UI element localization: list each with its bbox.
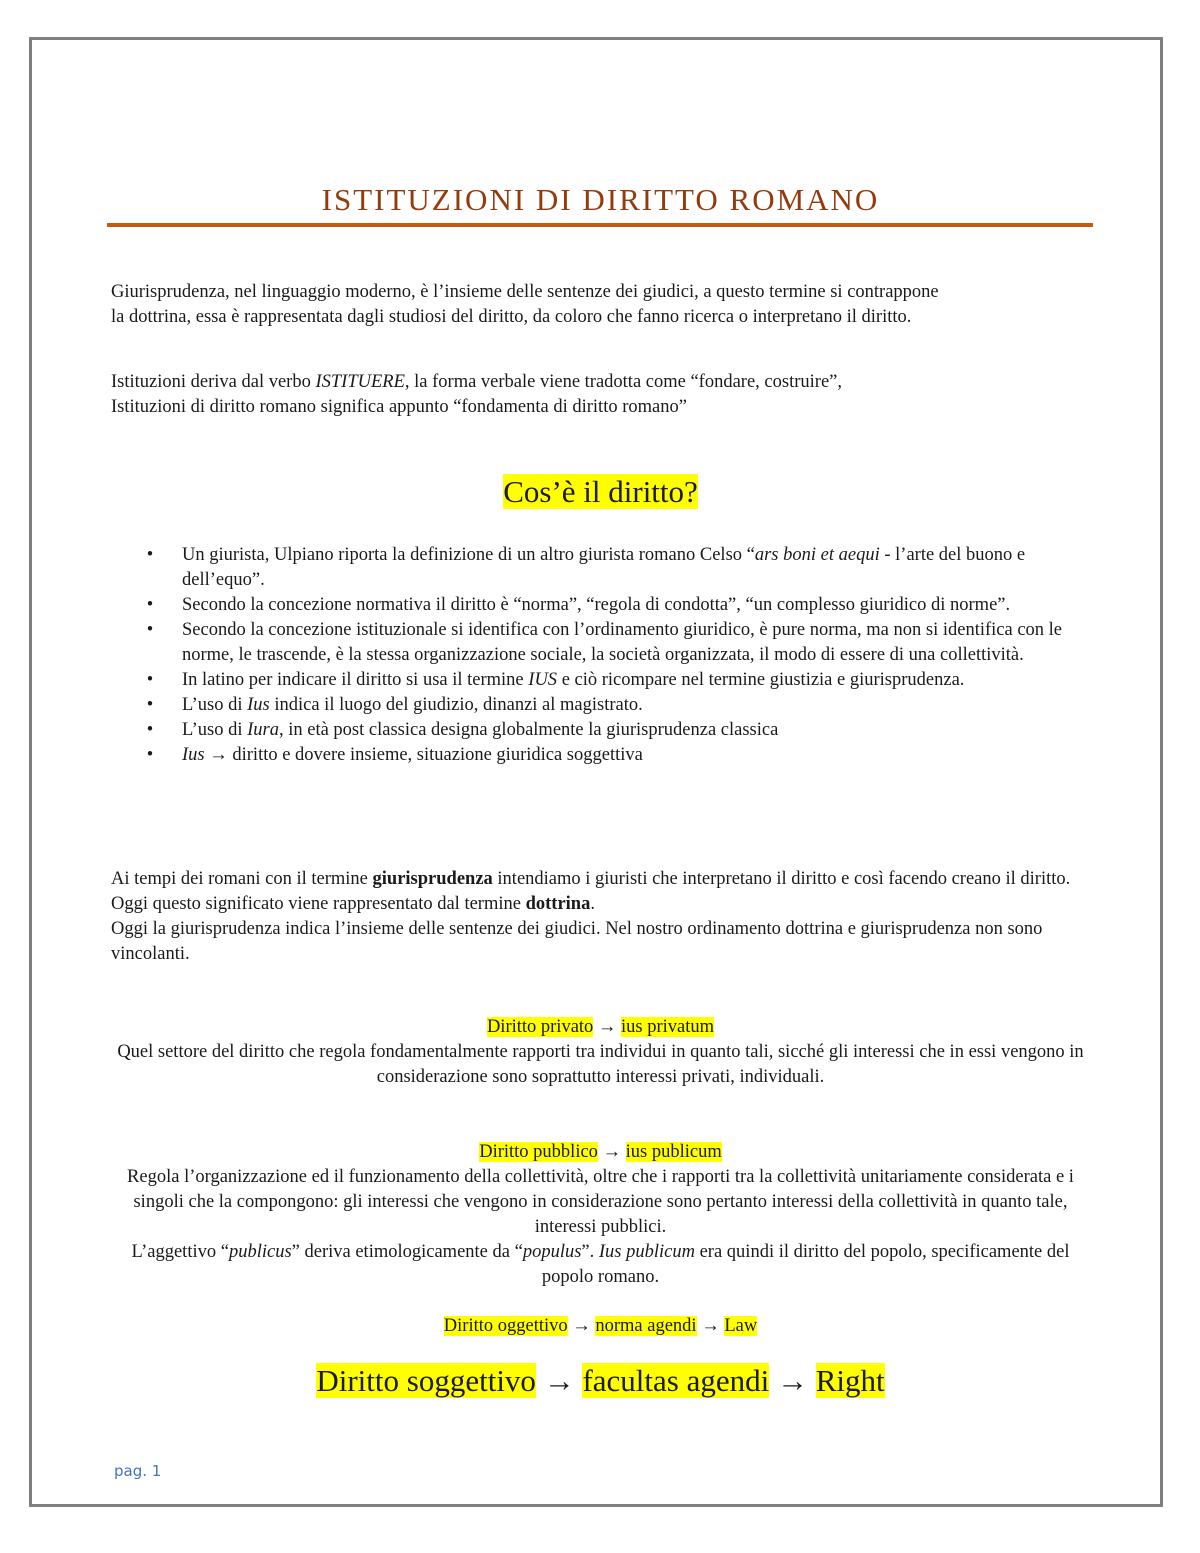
romani-paragraph	[111, 867, 1096, 967]
pubblico-text: Regola l’organizzazione ed il funzionamento della collettività, oltre che i rapporti tra la collettività unitariamente considerata e i singoli che la compongono: gli interessi che vengono in considerazione sono pertanto interessi della collettività in quanto tale, interessi pubblici.	[127, 1167, 1074, 1237]
emphasis: Iura	[247, 720, 279, 740]
intro-paragraph	[111, 280, 1096, 330]
text-run: L’aggettivo “	[131, 1242, 229, 1262]
definition-list	[140, 543, 1095, 768]
bullet-icon: •	[146, 595, 154, 615]
emphasis: Ius	[182, 745, 205, 765]
text-run: .	[590, 894, 595, 914]
privato-section	[108, 1015, 1093, 1090]
highlight-latin: norma agendi	[595, 1316, 697, 1336]
emphasis: Ius publicum	[598, 1242, 695, 1262]
highlight-latin: ius publicum	[625, 1142, 722, 1162]
highlight-latin: ius privatum	[621, 1017, 715, 1037]
text-run: L’uso di	[182, 720, 248, 740]
bold-term: dottrina	[525, 894, 591, 914]
arrow-icon: →	[776, 1363, 808, 1398]
text-run: In latino per indicare il diritto si usa il termine	[182, 670, 529, 690]
romani-line-2: Oggi la giurisprudenza indica l’insieme delle sentenze dei giudici. Nel nostro ordinamento dottrina e giurisprudenza non sono vincolanti.	[111, 919, 1043, 964]
text-run: e ciò ricompare nel termine giustizia e giurisprudenza.	[557, 670, 965, 690]
highlight-english: Right	[815, 1363, 885, 1398]
highlight-latin: facultas agendi	[582, 1363, 770, 1398]
privato-text: Quel settore del diritto che regola fondamentalmente rapporti tra individui in quanto tali, sicché gli interessi che in essi vengono in considerazione sono soprattutto interessi privati, individuali.	[117, 1042, 1084, 1087]
highlight-label: Diritto oggettivo	[443, 1316, 568, 1336]
title-underline	[107, 223, 1093, 227]
bullet-icon: •	[146, 745, 154, 765]
oggettivo-heading	[108, 1314, 1093, 1339]
bullet-icon: •	[146, 545, 154, 565]
list-item	[140, 593, 1095, 618]
section-heading-diritto: Cos’è il diritto?	[503, 474, 698, 509]
emphasis: Ius	[247, 695, 270, 715]
text-run: indica il luogo del giudizio, dinanzi al magistrato.	[269, 695, 643, 715]
list-item	[140, 693, 1095, 718]
text-run: Un giurista, Ulpiano riporta la definizione di un altro giurista romano Celso “	[182, 545, 755, 565]
text-run: intendiamo i giuristi che interpretano il diritto e così facendo creano il diritto. Oggi questo significato viene rappresentato dal termine	[111, 869, 1071, 914]
text-run: era quindi il diritto del popolo, specificamente del popolo romano.	[541, 1242, 1070, 1287]
text-run: Istituzioni deriva dal verbo	[111, 372, 316, 392]
istituzioni-line-1	[111, 370, 1096, 395]
bullet-icon: •	[146, 720, 154, 740]
text-run: Secondo la concezione normativa il diritto è “norma”, “regola di condotta”, “un complesso giuridico di norme”.	[182, 595, 1011, 615]
highlight-english: Law	[724, 1316, 758, 1336]
emphasis: ars boni et aequi	[754, 545, 880, 565]
bullet-icon: •	[146, 695, 154, 715]
pubblico-heading	[108, 1140, 1093, 1165]
intro-line-2: la dottrina, essa è rappresentata dagli studiosi del diritto, da coloro che fanno ricerca o interpretano il diritto.	[111, 307, 912, 327]
text-run: L’uso di	[182, 695, 248, 715]
highlight-label: Diritto privato	[486, 1017, 594, 1037]
section-heading-wrap	[108, 472, 1093, 512]
arrow-icon: →	[543, 1363, 575, 1398]
text-run: ”.	[581, 1242, 599, 1262]
arrow-icon: →	[597, 1017, 617, 1037]
oggettivo-line	[108, 1314, 1093, 1339]
romani-line-1	[111, 867, 1096, 917]
pubblico-etymology	[108, 1240, 1093, 1290]
page-number: pag. 1	[114, 1462, 162, 1480]
list-item	[140, 543, 1095, 593]
emphasis: IUS	[528, 670, 558, 690]
pubblico-section	[108, 1140, 1093, 1290]
bullet-icon: •	[146, 670, 154, 690]
istituzioni-line-2: Istituzioni di diritto romano significa appunto “fondamenta di diritto romano”	[111, 397, 687, 417]
list-item	[140, 668, 1095, 693]
istituzioni-paragraph	[111, 370, 1096, 420]
arrow-icon: →	[701, 1316, 720, 1336]
bullet-icon: •	[146, 620, 154, 640]
highlight-label: Diritto pubblico	[479, 1142, 598, 1162]
emphasis: populus	[522, 1242, 582, 1262]
text-run: Secondo la concezione istituzionale si identifica con l’ordinamento giuridico, è pure norma, ma non si identifica con le norme, le trascende, è la stessa organizzazione sociale, la società organizzata, il modo di essere di una collettività.	[182, 620, 1063, 665]
intro-line-1: Giurisprudenza, nel linguaggio moderno, è l’insieme delle sentenze dei giudici, a questo termine si contrappone	[111, 282, 939, 302]
emphasis-istituere: ISTITUERE	[315, 372, 405, 392]
text-run: diritto e dovere insieme, situazione giuridica soggettiva	[227, 745, 643, 765]
emphasis: publicus	[228, 1242, 292, 1262]
text-run: - l’arte del buono e dell’equo”.	[182, 545, 1026, 590]
list-item	[140, 618, 1095, 668]
list-item	[140, 718, 1095, 743]
text-run: Ai tempi dei romani con il termine	[111, 869, 373, 889]
text-run: ” deriva etimologicamente da “	[291, 1242, 523, 1262]
arrow-icon: →	[209, 745, 228, 765]
bold-term: giurisprudenza	[372, 869, 493, 889]
soggettivo-heading	[108, 1360, 1093, 1402]
text-run: , in età post classica designa globalmente la giurisprudenza classica	[278, 720, 779, 740]
arrow-icon: →	[602, 1142, 622, 1162]
arrow-icon: →	[572, 1316, 591, 1336]
highlight-label: Diritto soggettivo	[316, 1363, 536, 1398]
list-item	[140, 743, 1095, 768]
text-run: , la forma verbale viene tradotta come “fondare, costruire”,	[404, 372, 842, 392]
document-title: ISTITUZIONI DI DIRITTO ROMANO	[321, 182, 880, 217]
privato-heading	[108, 1015, 1093, 1040]
